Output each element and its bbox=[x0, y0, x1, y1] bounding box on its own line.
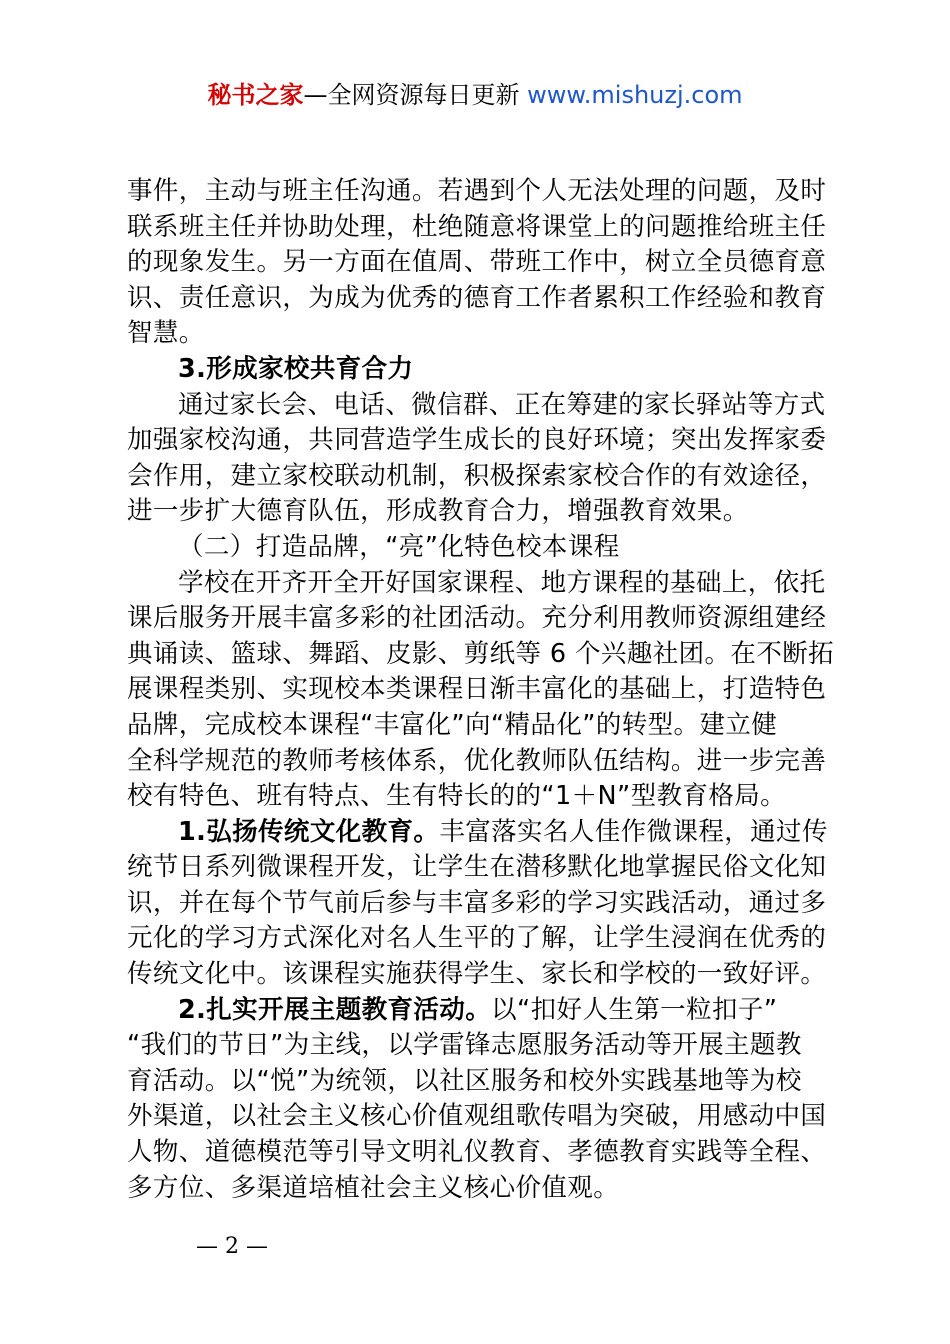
header-slogan: 全网资源每日更新 bbox=[327, 81, 528, 109]
paragraph-line: 育活动。以“悦”为统领，以社区服务和校外实践基地等为校 bbox=[127, 1065, 802, 1096]
paragraph-line: 会作用，建立家校联动机制，积极探索家校合作的有效途径， bbox=[127, 460, 827, 491]
page-number: — 2 — bbox=[196, 1234, 268, 1259]
paragraph-text: 以“扣好人生第一粒扣子” bbox=[491, 994, 778, 1025]
paragraph-line: 传统文化中。该课程实施获得学生、家长和学校的一致好评。 bbox=[127, 959, 827, 990]
document-body bbox=[127, 174, 839, 1206]
bold-lead-traditional-culture: 1.弘扬传统文化教育。 bbox=[178, 816, 440, 847]
paragraph-line: 校有特色、班有特点、生有特长的的“1＋N”型教育格局。 bbox=[127, 781, 787, 812]
paragraph-line: 加强家校沟通，共同营造学生成长的良好环境；突出发挥家委 bbox=[127, 425, 827, 456]
paragraph-line: 进一步扩大德育队伍，形成教育合力，增强教育效果。 bbox=[127, 496, 749, 527]
paragraph-text: 丰富落实名人佳作微课程，通过传 bbox=[439, 816, 828, 847]
paragraph-line: 课后服务开展丰富多彩的社团活动。充分利用教师资源组建经 bbox=[127, 603, 827, 634]
paragraph-line: 联系班主任并协助处理，杜绝随意将课堂上的问题推给班主任 bbox=[127, 211, 827, 242]
bold-lead-theme-activity: 2.扎实开展主题教育活动。 bbox=[178, 994, 492, 1025]
paragraph-line: 智慧。 bbox=[127, 318, 205, 349]
paragraph-line: 元化的学习方式深化对名人生平的了解，让学生浸润在优秀的 bbox=[127, 923, 827, 954]
paragraph-line: 识、责任意识，为成为优秀的德育工作者累积工作经验和教育 bbox=[127, 282, 827, 313]
paragraph-line: 全科学规范的教师考核体系，优化教师队伍结构。进一步完善 bbox=[127, 745, 827, 776]
paragraph-line: 展课程类别、实现校本类课程日渐丰富化的基础上，打造特色 bbox=[127, 674, 827, 705]
paragraph-line: 识，并在每个节气前后参与丰富多彩的学习实践活动，通过多 bbox=[127, 887, 827, 918]
paragraph-line bbox=[127, 815, 839, 851]
paragraph-line: 通过家长会、电话、微信群、正在筹建的家长驿站等方式 bbox=[178, 389, 826, 420]
subsection-heading: （二）打造品牌，“亮”化特色校本课程 bbox=[178, 531, 620, 562]
paragraph-line: 外渠道，以社会主义核心价值观组歌传唱为突破，用感动中国 bbox=[127, 1101, 827, 1132]
site-url-link[interactable]: www.mishuzj.com bbox=[527, 81, 743, 109]
header-separator: — bbox=[303, 81, 328, 109]
section-heading: 3.形成家校共育合力 bbox=[178, 353, 414, 384]
paragraph-line: 的现象发生。另一方面在值周、带班工作中，树立全员德育意 bbox=[127, 247, 827, 278]
paragraph-line: 学校在开齐开全开好国家课程、地方课程的基础上，依托 bbox=[178, 567, 826, 598]
paragraph-line: 人物、道德模范等引导文明礼仪教育、孝德教育实践等全程、 bbox=[127, 1137, 827, 1168]
site-header bbox=[0, 78, 950, 112]
paragraph-line: 统节日系列微课程开发，让学生在潜移默化地掌握民俗文化知 bbox=[127, 852, 827, 883]
paragraph-line: 品牌，完成校本课程“丰富化”向“精品化”的转型。建立健 bbox=[127, 709, 778, 740]
site-brand: 秘书之家 bbox=[207, 81, 304, 109]
paragraph-line bbox=[127, 993, 839, 1029]
paragraph-line: 事件，主动与班主任沟通。若遇到个人无法处理的问题，及时 bbox=[127, 176, 827, 206]
paragraph-line: “我们的节日”为主线，以学雷锋志愿服务活动等开展主题教 bbox=[127, 1030, 802, 1061]
paragraph-line: 典诵读、篮球、舞蹈、皮影、剪纸等 6 个兴趣社团。在不断拓 bbox=[127, 638, 835, 669]
paragraph-line: 多方位、多渠道培植社会主义核心价值观。 bbox=[127, 1172, 620, 1203]
